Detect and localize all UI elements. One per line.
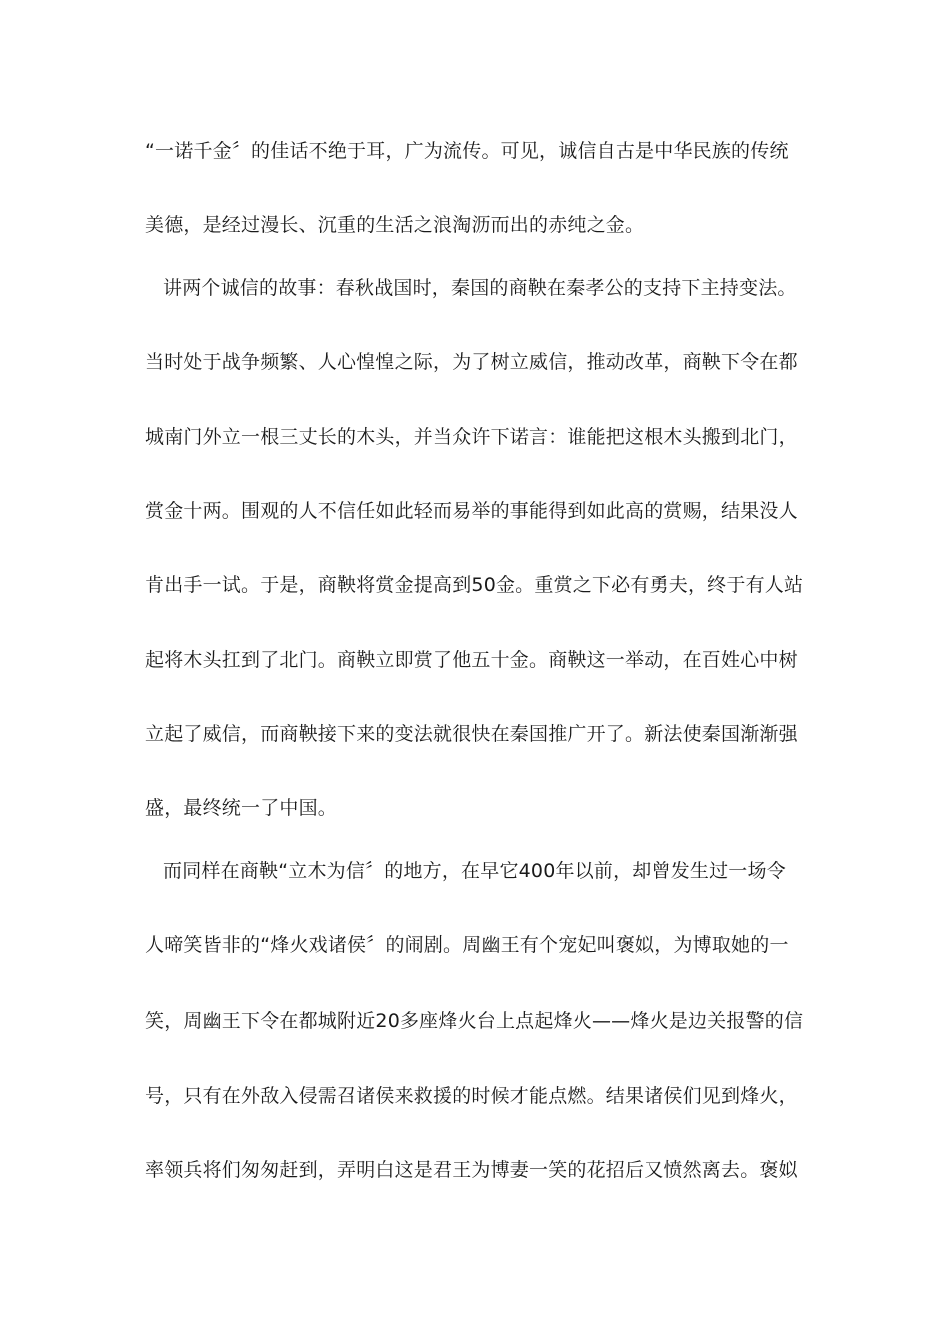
paragraph-start-line: 而同样在商鞅“立木为信〞的地方，在早它400年以前，却曾发生过一场令 — [163, 860, 786, 882]
text-line: 城南门外立一根三丈长的木头，并当众许下诺言：谁能把这根木头搬到北门， — [145, 426, 798, 448]
text-line: 美德，是经过漫长、沉重的生活之浪淘沥而出的赤纯之金。 — [145, 214, 645, 236]
text-line: 当时处于战争频繁、人心惶惶之际，为了树立威信，推动改革，商鞅下令在都 — [145, 351, 798, 373]
text-line: 笑，周幽王下令在都城附近20多座烽火台上点起烽火——烽火是边关报警的信 — [145, 1010, 804, 1032]
text-line: 赏金十两。围观的人不信任如此轻而易举的事能得到如此高的赏赐，结果没人 — [145, 500, 798, 522]
text-line: 号，只有在外敌入侵需召诸侯来救援的时候才能点燃。结果诸侯们见到烽火， — [145, 1085, 798, 1107]
text-line: 盛，最终统一了中国。 — [145, 797, 338, 819]
text-line: “一诺千金〞的佳话不绝于耳，广为流传。可见，诚信自古是中华民族的传统 — [145, 140, 789, 162]
text-line: 肯出手一试。于是，商鞅将赏金提高到50金。重赏之下必有勇夫，终于有人站 — [145, 574, 804, 596]
text-line: 人啼笑皆非的“烽火戏诸侯〞的闹剧。周幽王有个宠妃叫褒姒，为博取她的一 — [145, 934, 789, 956]
paragraph-start-line: 讲两个诚信的故事：春秋战国时，秦国的商鞅在秦孝公的支持下主持变法。 — [163, 277, 797, 299]
text-line: 率领兵将们匆匆赶到，弄明白这是君王为博妻一笑的花招后又愤然离去。褒姒 — [145, 1159, 798, 1181]
text-line: 立起了威信，而商鞅接下来的变法就很快在秦国推广开了。新法使秦国渐渐强 — [145, 723, 798, 745]
text-line: 起将木头扛到了北门。商鞅立即赏了他五十金。商鞅这一举动，在百姓心中树 — [145, 649, 798, 671]
